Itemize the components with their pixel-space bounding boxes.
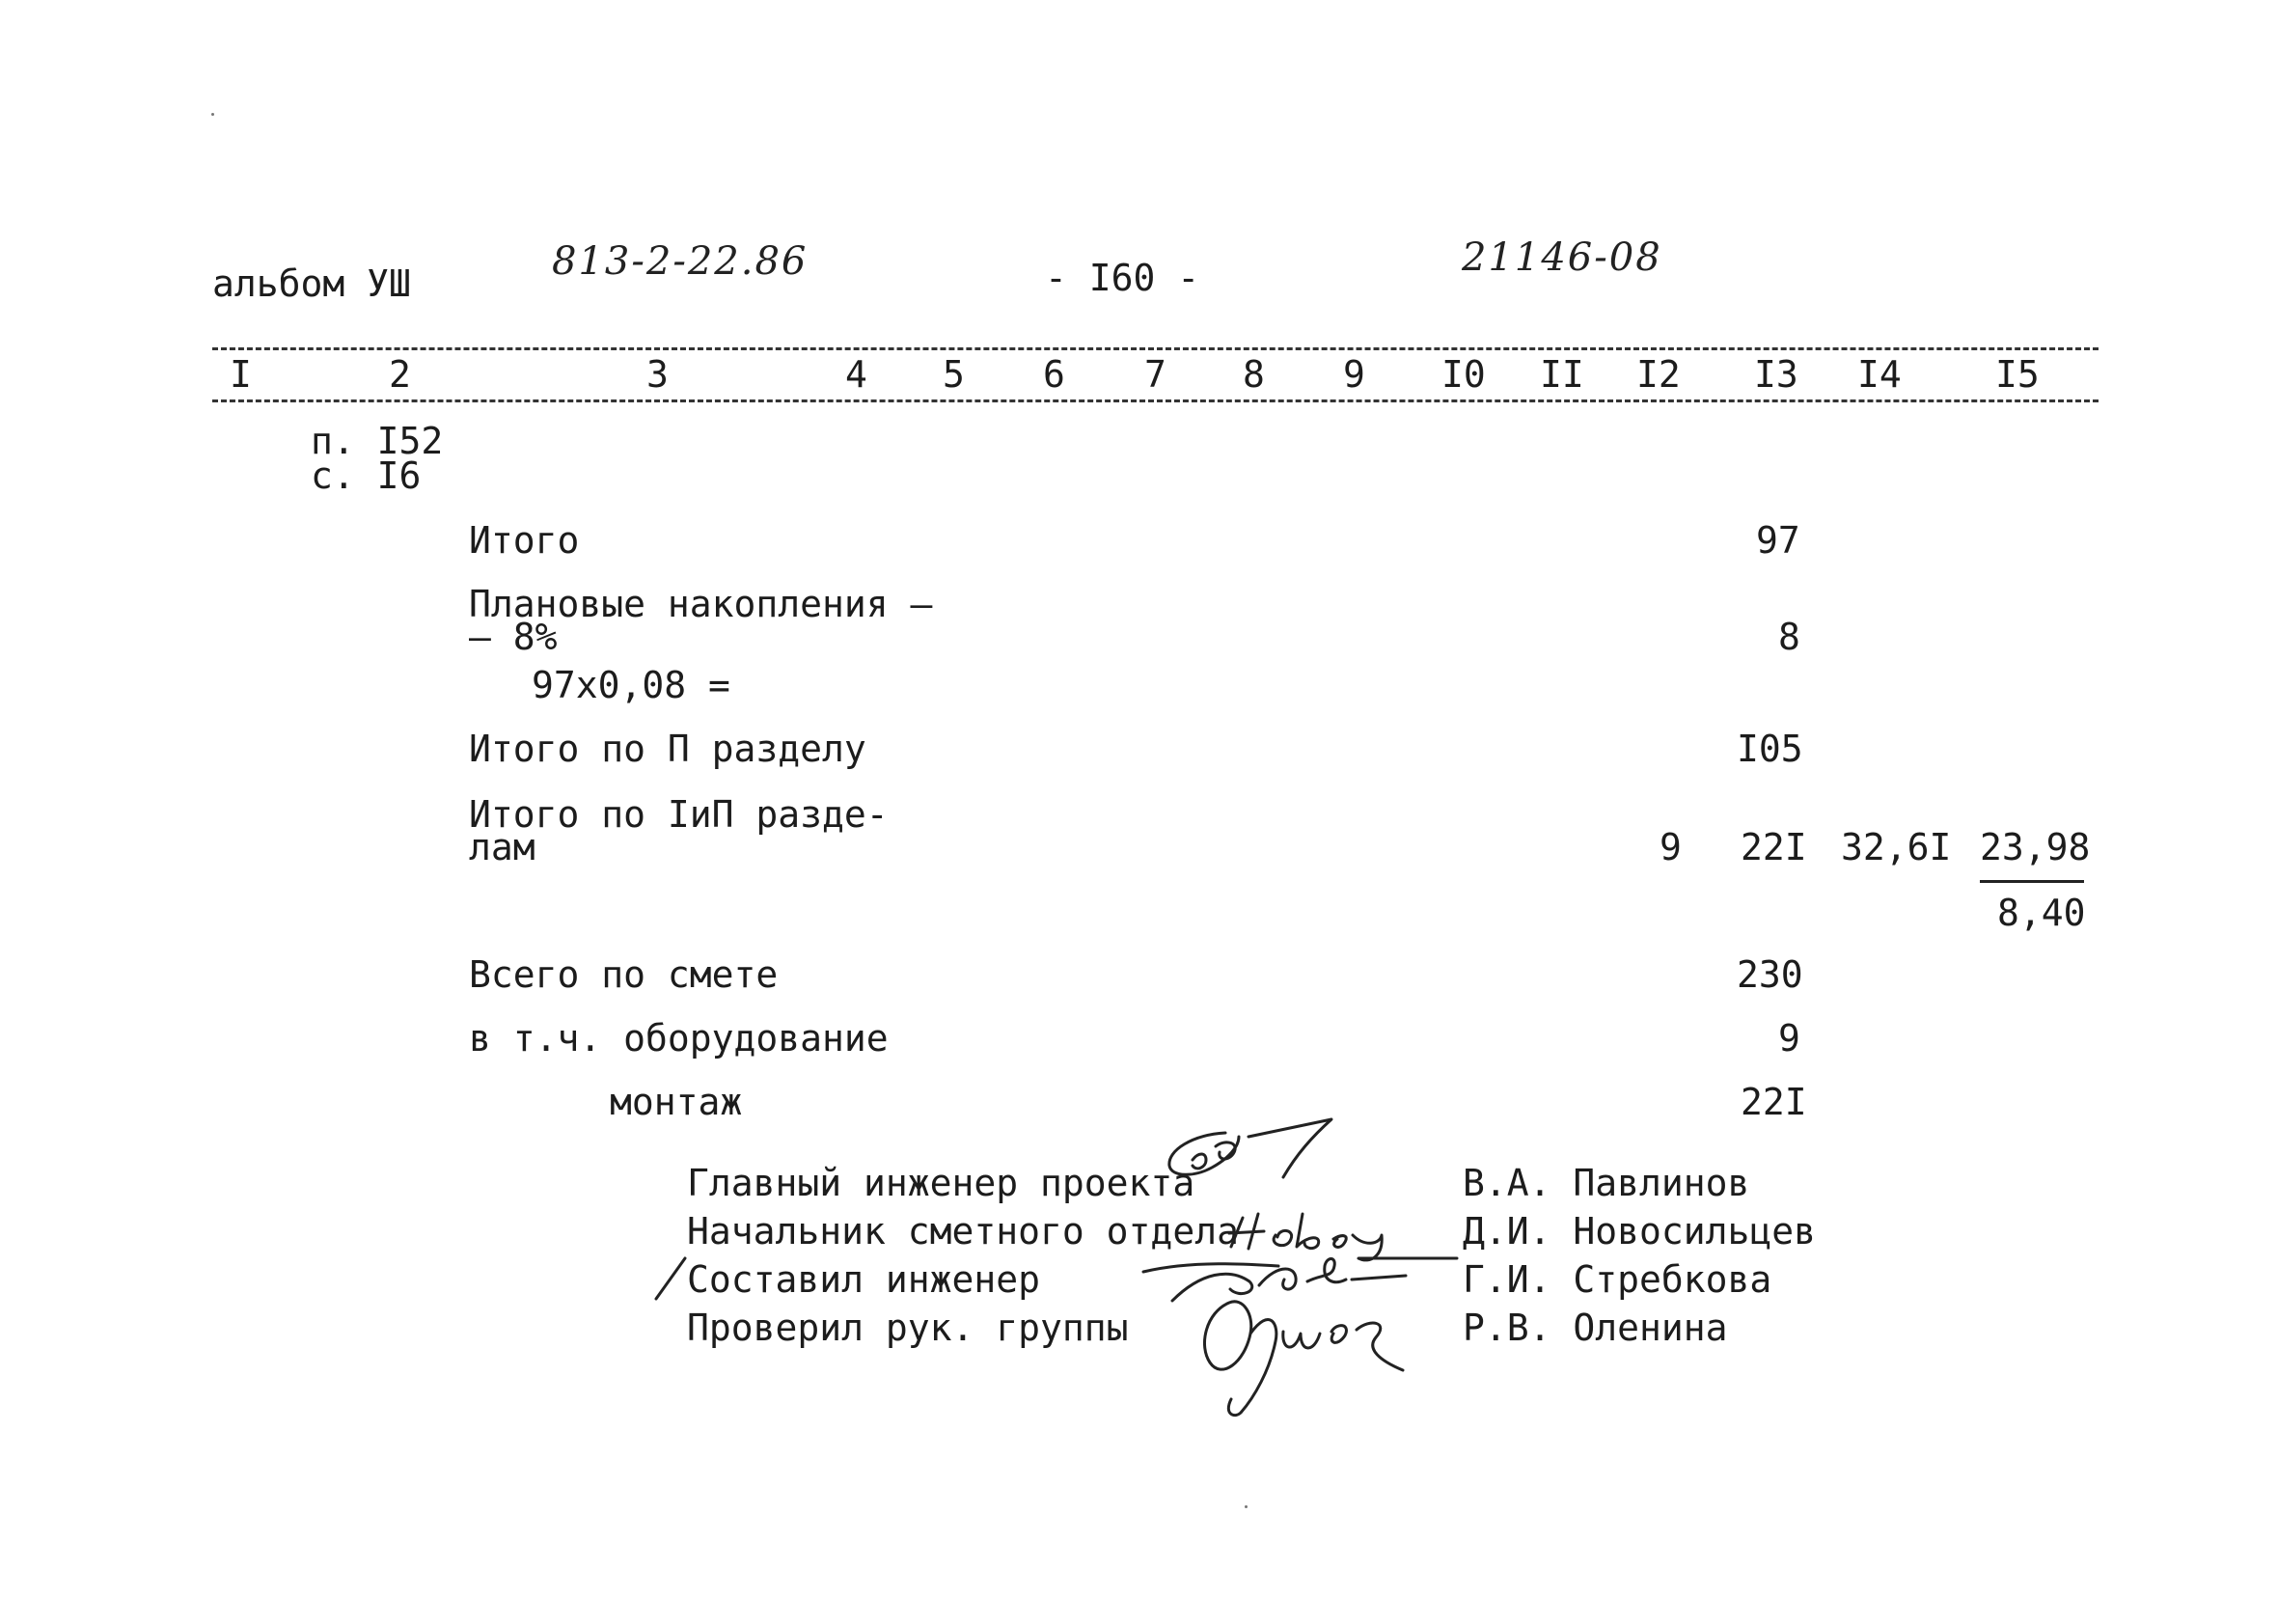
item-reference: п. I52 xyxy=(311,420,444,462)
page-reference: с. I6 xyxy=(311,454,422,497)
total-label: Итого xyxy=(469,519,580,562)
signature-name-compiler: Г.И. Стребкова xyxy=(1463,1258,1772,1301)
column-number-4: 4 xyxy=(845,353,867,396)
column-number-10: I0 xyxy=(1441,353,1486,396)
equipment-label: в т.ч. оборудование xyxy=(469,1017,889,1060)
sections12-total-label-line1: Итого по IиП разде- xyxy=(469,793,889,836)
sections12-total-col14: 32,6I xyxy=(1841,826,1952,868)
column-number-9: 9 xyxy=(1343,353,1365,396)
column-number-15: I5 xyxy=(1995,353,2040,396)
project-code: 813-2-22.86 xyxy=(552,239,809,284)
signature-name-chief-engineer: В.А. Павлинов xyxy=(1463,1162,1750,1204)
column-number-8: 8 xyxy=(1243,353,1265,396)
total-col13: 97 xyxy=(1756,519,1800,562)
signature-mark-checker-icon xyxy=(1187,1274,1418,1418)
column-number-7: 7 xyxy=(1144,353,1166,396)
signature-role-chief-engineer: Главный инженер проекта xyxy=(687,1162,1195,1204)
planned-savings-label-line2: – 8% xyxy=(469,616,558,658)
sections12-total-col12: 9 xyxy=(1660,826,1682,868)
column-number-1: I xyxy=(230,353,252,396)
tick-mark-icon xyxy=(652,1254,691,1303)
album-label: альбом УШ xyxy=(212,262,411,305)
planned-savings-formula: 97х0,08 = xyxy=(532,664,730,706)
column-number-14: I4 xyxy=(1857,353,1902,396)
sections12-total-col13: 22I xyxy=(1741,826,1807,868)
scan-speck xyxy=(1245,1505,1248,1508)
column-number-13: I3 xyxy=(1754,353,1798,396)
mounting-col13: 22I xyxy=(1741,1081,1807,1123)
section2-total-label: Итого по П разделу xyxy=(469,728,866,770)
column-number-12: I2 xyxy=(1636,353,1681,396)
section2-total-col13: I05 xyxy=(1737,728,1803,770)
signature-role-estimate-head: Начальник сметного отдела xyxy=(687,1210,1239,1252)
signature-role-checker: Проверил рук. группы xyxy=(687,1307,1129,1349)
column-number-11: II xyxy=(1540,353,1584,396)
column-number-5: 5 xyxy=(943,353,965,396)
column-header-top-rule xyxy=(212,347,2099,350)
document-number: 21146-08 xyxy=(1462,235,1662,280)
column-number-6: 6 xyxy=(1043,353,1065,396)
sections12-total-label-line2: лам xyxy=(469,826,535,868)
signature-role-compiler: Составил инженер xyxy=(687,1258,1041,1301)
signature-mark-chief-engineer-icon xyxy=(1148,1117,1341,1204)
planned-savings-col13: 8 xyxy=(1778,616,1800,658)
sections12-total-col15-top: 23,98 xyxy=(1980,826,2091,868)
mounting-label: монтаж xyxy=(610,1081,743,1123)
page-number: - I60 - xyxy=(1045,257,1200,299)
signature-name-estimate-head: Д.И. Новосильцев xyxy=(1463,1210,1817,1252)
scan-speck xyxy=(211,113,214,116)
planned-savings-label-line1: Плановые накопления – xyxy=(469,583,933,625)
grand-total-label: Всего по смете xyxy=(469,953,779,996)
equipment-col13: 9 xyxy=(1778,1017,1800,1060)
column-number-2: 2 xyxy=(389,353,411,396)
fraction-line xyxy=(1980,880,2084,883)
signature-name-checker: Р.В. Оленина xyxy=(1463,1307,1728,1349)
grand-total-col13: 230 xyxy=(1737,953,1803,996)
column-header-bottom-rule xyxy=(212,399,2099,402)
column-number-3: 3 xyxy=(646,353,669,396)
sections12-total-col15-bottom: 8,40 xyxy=(1997,892,2086,934)
